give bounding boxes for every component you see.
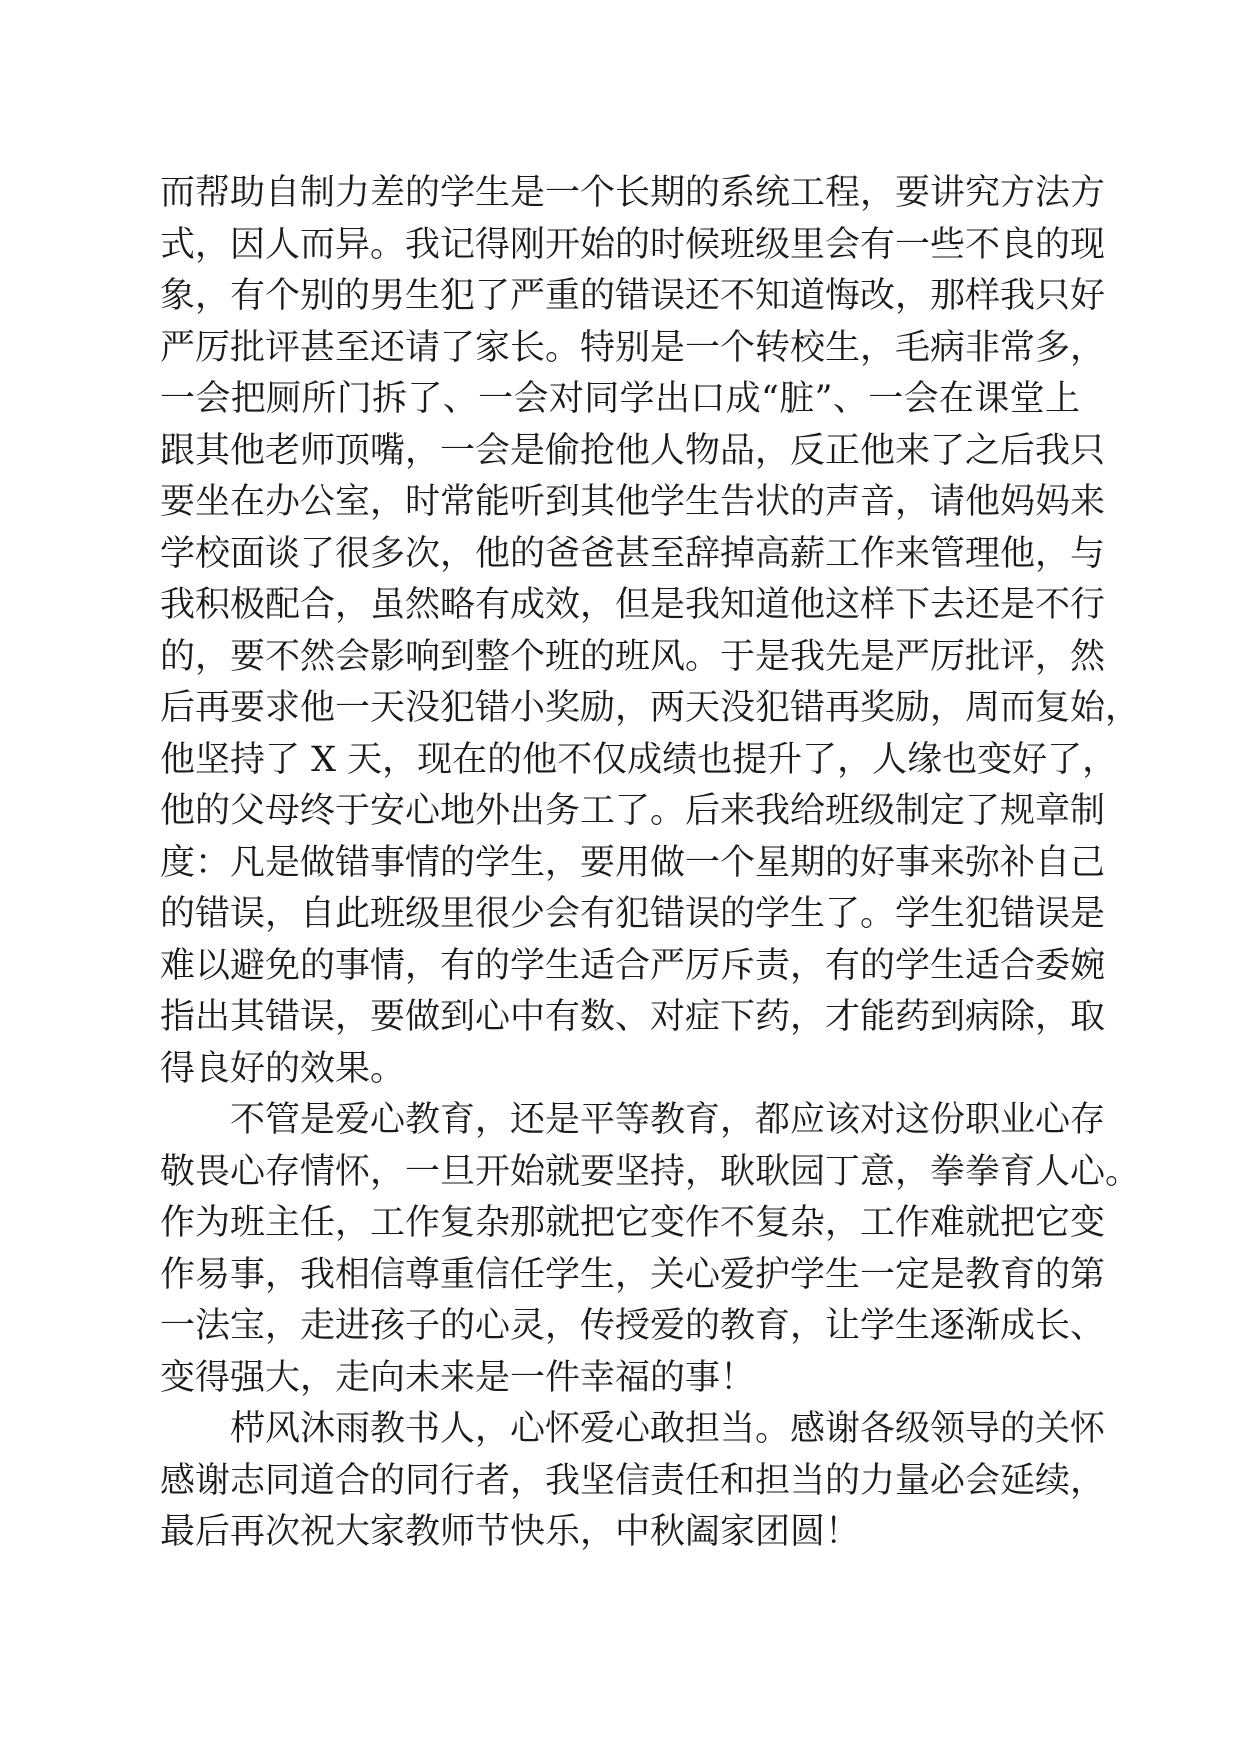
text-line: 变得强大，走向未来是一件幸福的事！ — [160, 1357, 756, 1398]
body-text — [160, 168, 1141, 1559]
text-line: 感谢志同道合的同行者，我坚信责任和担当的力量必会延续， — [160, 1460, 1106, 1501]
text-line: 他的父母终于安心地外出务工了。后来我给班级制定了规章制 — [160, 791, 1106, 831]
text-line: 式，因人而异。我记得刚开始的时候班级里会有一些不良的现 — [160, 224, 1106, 265]
text-line: 作易事，我相信尊重信任学生，关心爱护学生一定是教育的第 — [160, 1254, 1106, 1295]
text-line: 我积极配合，虽然略有成效，但是我知道他这样下去还是不行 — [160, 585, 1106, 625]
text-line: 学校面谈了很多次，他的爸爸甚至辞掉高薪工作来管理他，与 — [160, 533, 1106, 574]
paragraph-first-line: 栉风沐雨教书人，心怀爱心敢担当。感谢各级领导的关怀 — [230, 1409, 1106, 1449]
paragraph-first-line: 不管是爱心教育，还是平等教育，都应该对这份职业心存 — [230, 1100, 1106, 1140]
text-line: 敬畏心存情怀，一旦开始就要坚持，耿耿园丁意，拳拳育人心。 — [160, 1151, 1141, 1192]
text-line: 而帮助自制力差的学生是一个长期的系统工程，要讲究方法方 — [160, 173, 1106, 213]
text-line: 他坚持了 X 天，现在的他不仅成绩也提升了，人缘也变好了， — [160, 739, 1118, 780]
text-line: 难以避免的事情，有的学生适合严厉斥责，有的学生适合委婉 — [160, 945, 1106, 986]
text-line: 后再要求他一天没犯错小奖励，两天没犯错再奖励，周而复始， — [160, 688, 1141, 728]
text-line: 的，要不然会影响到整个班的班风。于是我先是严厉批评，然 — [160, 636, 1106, 677]
text-line: 最后再次祝大家教师节快乐，中秋阖家团圆！ — [160, 1512, 861, 1552]
text-line: 要坐在办公室，时常能听到其他学生告状的声音，请他妈妈来 — [160, 482, 1106, 522]
text-line: 跟其他老师顶嘴，一会是偷抢他人物品，反正他来了之后我只 — [160, 430, 1106, 471]
text-line: 得良好的效果。 — [160, 1048, 406, 1089]
text-line: 指出其错误，要做到心中有数、对症下药，才能药到病除，取 — [160, 997, 1106, 1037]
text-line: 度：凡是做错事情的学生，要用做一个星期的好事来弥补自己 — [160, 842, 1106, 883]
text-line: 作为班主任，工作复杂那就把它变作不复杂，工作难就把它变 — [160, 1203, 1106, 1243]
text-line: 一法宝，走进孩子的心灵，传授爱的教育，让学生逐渐成长、 — [160, 1306, 1106, 1346]
text-line: 一会把厕所门拆了、一会对同学出口成“脏”、一会在课堂上 — [160, 379, 1080, 419]
text-line: 严厉批评甚至还请了家长。特别是一个转校生，毛病非常多， — [160, 327, 1106, 368]
text-line: 的错误，自此班级里很少会有犯错误的学生了。学生犯错误是 — [160, 894, 1106, 934]
text-line: 象，有个别的男生犯了严重的错误还不知道悔改，那样我只好 — [160, 276, 1106, 316]
